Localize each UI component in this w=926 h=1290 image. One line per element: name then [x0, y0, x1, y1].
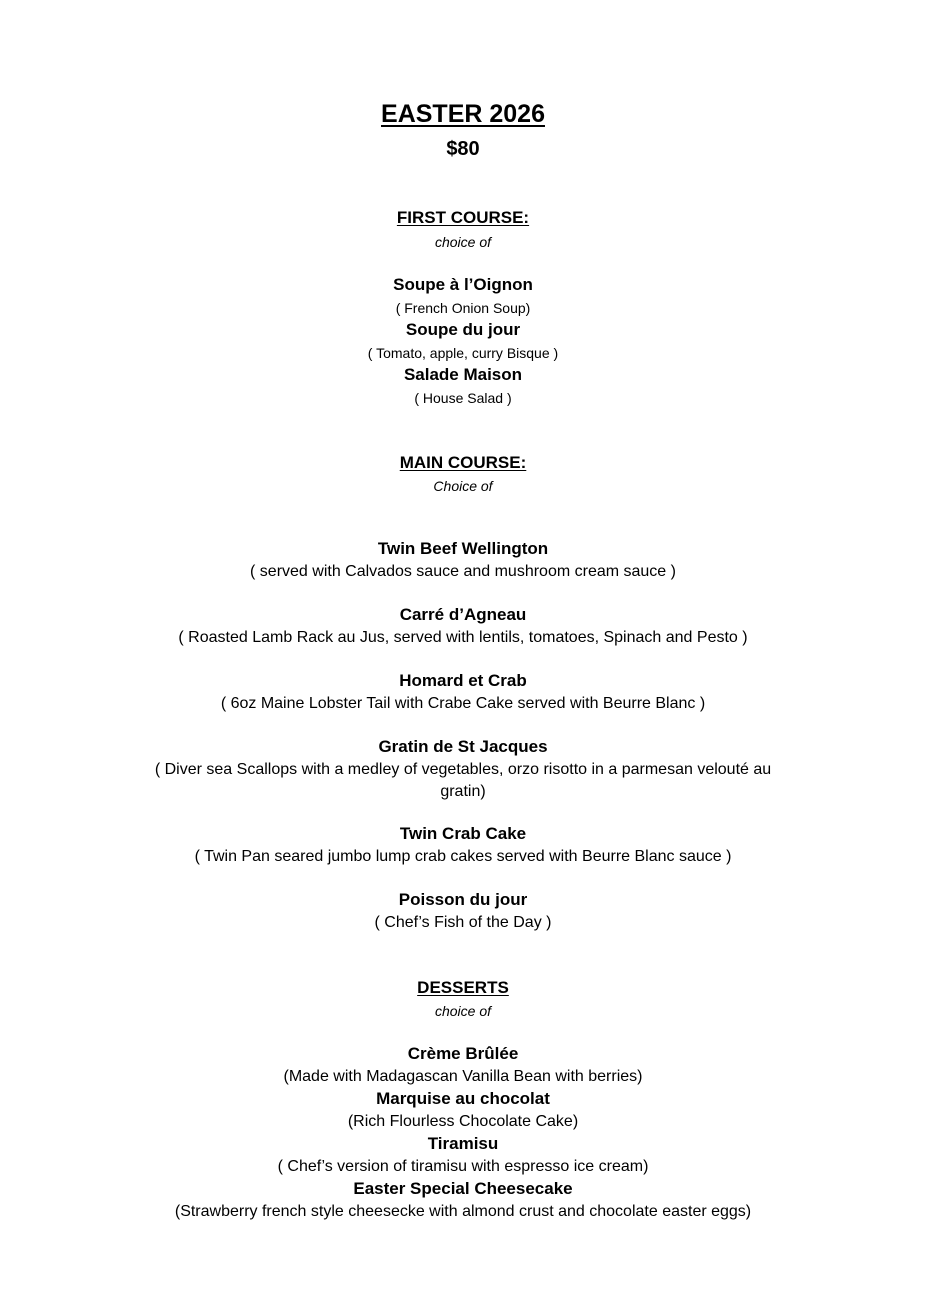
dish-name: Twin Beef Wellington [377, 539, 549, 558]
dish-description: ( Chef’s version of tiramisu with espresso ice cream) [277, 1158, 649, 1175]
dish-description: ( 6oz Maine Lobster Tail with Crabe Cake served with Beurre Blanc ) [220, 695, 706, 712]
dish-description: ( served with Calvados sauce and mushroom cream sauce ) [250, 563, 676, 580]
dish-name: Tiramisu [427, 1134, 499, 1153]
dish-name: Twin Crab Cake [399, 824, 527, 843]
dish-description: ( Tomato, apple, curry Bisque ) [367, 345, 559, 361]
menu-title: EASTER 2026 [381, 100, 545, 128]
dish-description: ( French Onion Soup) [395, 300, 531, 316]
desserts-subheading: choice of [434, 1003, 492, 1019]
first-course-heading: FIRST COURSE: [396, 208, 530, 227]
dish-description-line2: gratin) [440, 783, 486, 800]
main-course-subheading: Choice of [433, 478, 493, 494]
dish-description: (Made with Madagascan Vanilla Bean with berries) [283, 1068, 643, 1085]
dish-name: Gratin de St Jacques [378, 737, 548, 756]
dish-description: ( Chef’s Fish of the Day ) [374, 914, 552, 931]
dish-name: Soupe du jour [405, 320, 521, 339]
desserts-heading: DESSERTS [417, 978, 509, 997]
dish-name: Crème Brûlée [407, 1044, 519, 1063]
main-course-heading: MAIN COURSE: [399, 453, 527, 472]
dish-name: Easter Special Cheesecake [353, 1179, 573, 1198]
dish-name: Soupe à l’Oignon [393, 275, 533, 294]
dish-description: (Strawberry french style cheesecke with almond crust and chocolate easter eggs) [174, 1203, 752, 1220]
dish-description: ( Twin Pan seared jumbo lump crab cakes served with Beurre Blanc sauce ) [194, 848, 732, 865]
first-course-subheading: choice of [434, 234, 492, 250]
dish-name: Poisson du jour [398, 890, 528, 909]
dish-name: Marquise au chocolat [376, 1089, 550, 1108]
dish-name: Salade Maison [403, 365, 523, 384]
dish-description: ( House Salad ) [414, 390, 512, 406]
dish-name: Homard et Crab [399, 671, 527, 690]
dish-description: (Rich Flourless Chocolate Cake) [347, 1113, 579, 1130]
menu-price: $80 [446, 138, 480, 160]
dish-description: ( Roasted Lamb Rack au Jus, served with lentils, tomatoes, Spinach and Pesto ) [178, 629, 748, 646]
dish-name: Carré d’Agneau [399, 605, 527, 624]
dish-description-line1: ( Diver sea Scallops with a medley of vegetables, orzo risotto in a parmesan velouté au [154, 761, 772, 778]
